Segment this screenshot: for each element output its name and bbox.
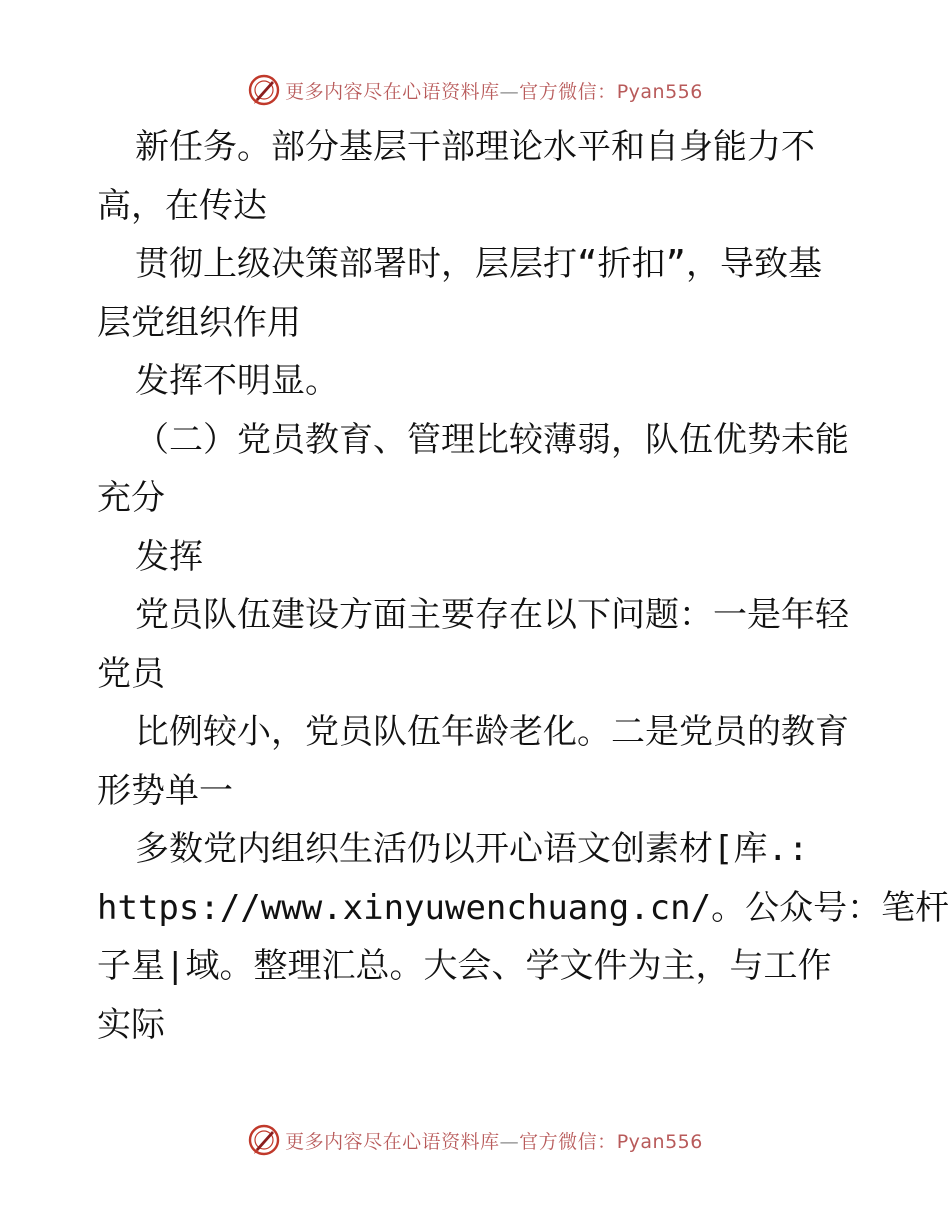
footer-wechat-label: 官方微信： [519,1130,617,1153]
body-line: 子星|域。整理汇总。大会、学文件为主，与工作 [97,946,832,986]
header-banner-title: 更多内容尽在心语资料库 [285,80,500,103]
body-line: 形势单一 [97,770,233,811]
body-line: 层党组织作用 [97,302,301,343]
header-banner [0,70,950,110]
body-line: 高，在传达 [97,185,267,226]
body-line: 充分 [97,478,165,518]
body-line: 发挥不明显。 [135,361,339,401]
body-line: 多数党内组织生活仍以开心语文创素材[库.: [135,829,809,869]
body-line: 贯彻上级决策部署时，层层打“折扣”，导致基 [135,244,822,284]
header-wechat-label: 官方微信： [519,80,617,103]
body-line: 比例较小，党员队伍年龄老化。二是党员的教育 [135,712,849,752]
body-line: 实际 [97,1004,165,1045]
body-line: 发挥 [135,536,203,577]
body-line: 党员 [97,653,165,694]
body-line: 新任务。部分基层干部理论水平和自身能力不 [135,127,815,167]
section-heading: （二）党员教育、管理比较薄弱，队伍优势未能 [135,419,849,460]
footer-banner [0,1120,950,1160]
footer-banner-title: 更多内容尽在心语资料库 [285,1130,500,1153]
document-body [97,118,950,1054]
header-banner-dash: — [499,80,520,103]
body-line-url: https://www.xinyuwenchuang.cn/。公众号：笔杆 [97,887,950,928]
pen-circle-logo-icon [247,73,281,107]
footer-banner-dash: — [499,1130,520,1153]
body-line: 党员队伍建设方面主要存在以下问题：一是年轻 [135,595,849,635]
pen-circle-logo-icon [247,1123,281,1157]
footer-banner-text [285,1127,703,1154]
header-wechat-id: Pyan556 [616,80,703,103]
header-banner-text [285,77,703,104]
footer-wechat-id: Pyan556 [616,1130,703,1153]
